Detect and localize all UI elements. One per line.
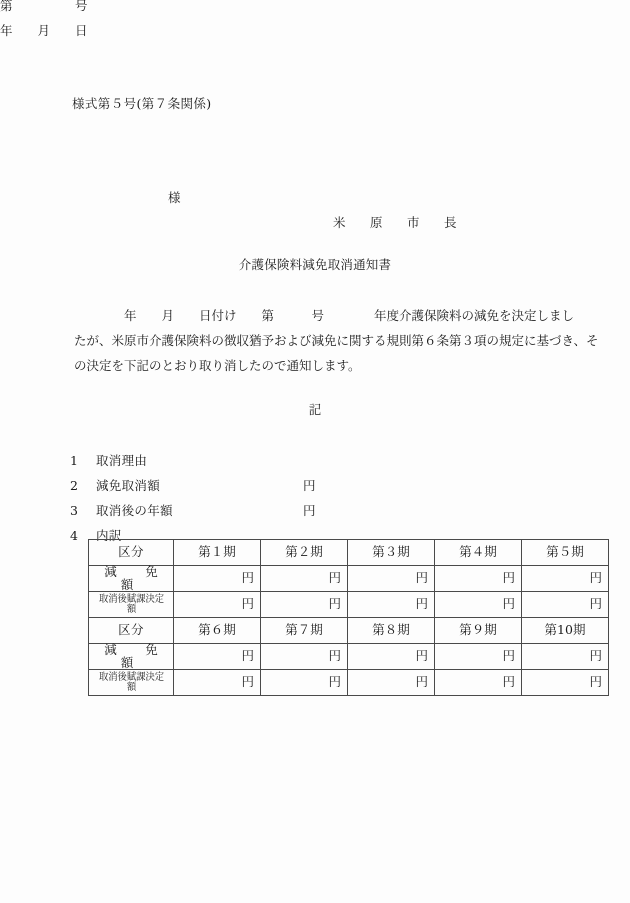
- cell-post-cancel-assessment[interactable]: 円: [522, 670, 609, 696]
- table-row: [89, 644, 609, 670]
- column-header-period: 第７期: [261, 618, 348, 644]
- list-item: [70, 498, 570, 523]
- numbered-items-list: [70, 448, 570, 548]
- cell-reduction-amount[interactable]: 円: [174, 566, 261, 592]
- item-unit: 円: [303, 478, 316, 493]
- column-header-period: 第３期: [348, 540, 435, 566]
- item-number: 1: [70, 453, 78, 468]
- row-header-category: 区分: [89, 540, 174, 566]
- table-row: [89, 618, 609, 644]
- ki-marker: 記: [308, 402, 322, 417]
- row-header-reduction-amount: 減 免 額: [89, 644, 174, 670]
- cell-post-cancel-assessment[interactable]: 円: [435, 592, 522, 618]
- column-header-period: 第８期: [348, 618, 435, 644]
- body-line-1: 年 月 日付け 第 号 年度介護保険料の減免を決定しまし: [74, 308, 575, 323]
- page-title: 介護保険料減免取消通知書: [238, 257, 392, 272]
- item-number: 2: [70, 478, 78, 493]
- cell-post-cancel-assessment[interactable]: 円: [522, 592, 609, 618]
- addressee-suffix: 様: [168, 190, 181, 205]
- cell-reduction-amount[interactable]: 円: [522, 644, 609, 670]
- cell-post-cancel-assessment[interactable]: 円: [435, 670, 522, 696]
- table-row: [89, 592, 609, 618]
- document-meta-block: [0, 0, 630, 50]
- cell-post-cancel-assessment[interactable]: 円: [261, 592, 348, 618]
- table-row: [89, 566, 609, 592]
- column-header-period: 第９期: [435, 618, 522, 644]
- table-row: [89, 670, 609, 696]
- row-header-category: 区分: [89, 618, 174, 644]
- breakdown-table: [88, 539, 609, 696]
- item-label: 減免取消額: [96, 478, 161, 493]
- cell-post-cancel-assessment[interactable]: 円: [174, 670, 261, 696]
- item-label: 取消後の年額: [96, 503, 173, 518]
- cell-reduction-amount[interactable]: 円: [435, 644, 522, 670]
- form-number: 様式第５号(第７条関係): [72, 96, 212, 111]
- breakdown-table-wrapper: [88, 539, 609, 696]
- cell-post-cancel-assessment[interactable]: 円: [261, 670, 348, 696]
- row-header-post-cancel-assessment: 取消後賦課決定額: [91, 592, 170, 618]
- table-row: [89, 540, 609, 566]
- cell-reduction-amount[interactable]: 円: [348, 644, 435, 670]
- item-label: 内訳: [96, 528, 122, 543]
- column-header-period: 第１期: [174, 540, 261, 566]
- item-unit: 円: [303, 503, 316, 518]
- body-line-3: の決定を下記のとおり取り消したので通知します。: [74, 358, 361, 373]
- cell-reduction-amount[interactable]: 円: [435, 566, 522, 592]
- row-header-post-cancel-assessment: 取消後賦課決定額: [91, 670, 170, 696]
- row-header-reduction-amount: 減 免 額: [89, 566, 174, 592]
- column-header-period: 第６期: [174, 618, 261, 644]
- list-item: [70, 473, 570, 498]
- column-header-period: 第４期: [435, 540, 522, 566]
- body-paragraph: [74, 303, 599, 378]
- cell-reduction-amount[interactable]: 円: [348, 566, 435, 592]
- cell-post-cancel-assessment[interactable]: 円: [348, 592, 435, 618]
- cell-post-cancel-assessment[interactable]: 円: [174, 592, 261, 618]
- document-date-line: 年 月 日: [0, 23, 88, 38]
- column-header-period: 第２期: [261, 540, 348, 566]
- cell-reduction-amount[interactable]: 円: [174, 644, 261, 670]
- item-number: 3: [70, 503, 78, 518]
- cell-post-cancel-assessment[interactable]: 円: [348, 670, 435, 696]
- column-header-period: 第10期: [522, 618, 609, 644]
- issuer-name: 米 原 市 長: [333, 215, 463, 230]
- cell-reduction-amount[interactable]: 円: [522, 566, 609, 592]
- list-item: [70, 448, 570, 473]
- item-label: 取消理由: [96, 453, 148, 468]
- item-number: 4: [70, 528, 78, 543]
- document-number-line: 第 号: [0, 0, 88, 13]
- body-line-2: たが、米原市介護保険料の徴収猶予および減免に関する規則第６条第３項の規定に基づき、そ: [74, 333, 599, 348]
- cell-reduction-amount[interactable]: 円: [261, 644, 348, 670]
- cell-reduction-amount[interactable]: 円: [261, 566, 348, 592]
- column-header-period: 第５期: [522, 540, 609, 566]
